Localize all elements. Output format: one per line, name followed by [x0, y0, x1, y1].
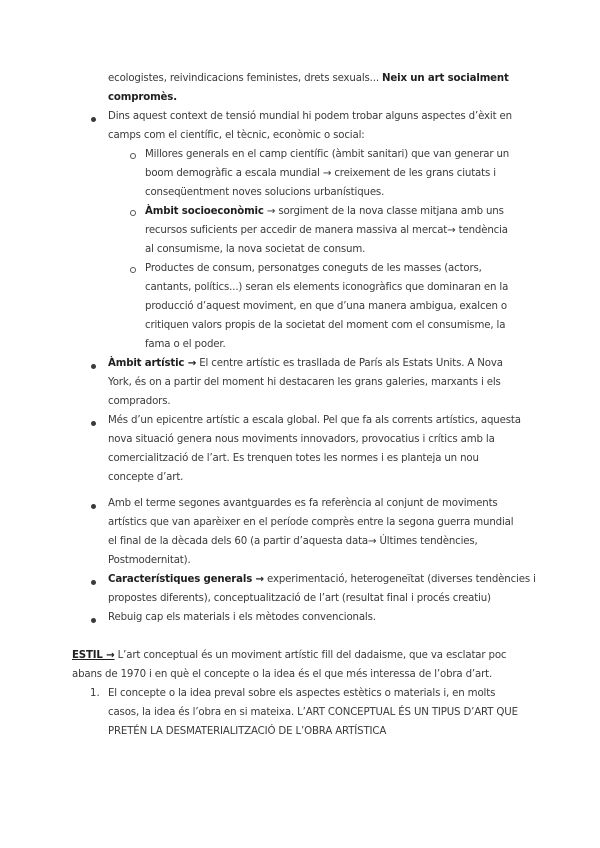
sub1-line-3: conseqüentment noves solucions urbanístiques.: [145, 187, 385, 198]
list-number: 1.: [90, 688, 100, 699]
avantguardes-line-1: Amb el terme segones avantguardes es fa referència al conjunt de moviments: [108, 498, 498, 509]
estil-text: L’art conceptual és un moviment artístic fill del dadaisme, que va esclatar poc: [114, 650, 507, 661]
circle-bullet-icon: [130, 267, 136, 273]
caracteristiques-bold: Característiques generals →: [108, 574, 264, 585]
point1-line-2: casos, la idea és l’obra en si mateixa. L’ART CONCEPTUAL ÉS UN TIPUS D’ART QUE: [108, 707, 518, 718]
sub2-line-3: al consumisme, la nova societat de consum.: [145, 244, 366, 255]
point1-line-3: PRETÉN LA DESMATERIALITZACIÓ DE L’OBRA ARTÍSTICA: [108, 726, 387, 737]
intro-bold: Neix un art socialment: [382, 73, 509, 84]
estil-line-1: [72, 649, 506, 663]
bullet-icon: [91, 580, 96, 585]
intro-line-1: [108, 72, 509, 86]
sub2-line-1: [145, 205, 504, 219]
epicentre-line-2: nova situació genera nous moviments innovadors, provocatius i crítics amb la: [108, 434, 495, 445]
circle-bullet-icon: [130, 210, 136, 216]
avantguardes-line-4: Postmodernitat).: [108, 555, 191, 566]
artistic-text: El centre artístic es trasllada de París als Estats Units. A Nova: [196, 358, 503, 369]
bullet-icon: [91, 117, 96, 122]
sub3-line-3: producció d’aquest moviment, en que d’una manera ambigua, exalcen o: [145, 301, 508, 312]
epicentre-line-4: concepte d’art.: [108, 472, 184, 483]
sub2-line-2: recursos suficients per accedir de manera massiva al mercat→ tendència: [145, 225, 508, 236]
sub3-line-2: cantants, polítics...) seran els elements iconogràfics que dominaran en la: [145, 282, 509, 293]
epicentre-line-3: comercialització de l’art. Es trenquen totes les normes i es planteja un nou: [108, 453, 479, 464]
bullet-icon: [91, 364, 96, 369]
artistic-bold: Àmbit artístic →: [108, 358, 197, 369]
rebuig-line-1: Rebuig cap els materials i els mètodes convencionals.: [108, 612, 376, 623]
estil-bold: ESTIL →: [72, 650, 115, 661]
intro-line-2: compromès.: [108, 92, 177, 103]
sub3-line-1: Productes de consum, personatges coneguts de les masses (actors,: [145, 263, 482, 274]
epicentre-line-1: Més d’un epicentre artístic a escala global. Pel que fa als corrents artístics, aquesta: [108, 415, 521, 426]
bullet-icon: [91, 421, 96, 426]
sub1-line-2: boom demogràfic a escala mundial → creixement de les grans ciutats i: [145, 168, 496, 179]
circle-bullet-icon: [130, 153, 136, 159]
sub1-line-1: Millores generals en el camp científic (àmbit sanitari) que van generar un: [145, 149, 510, 160]
sub2-bold: Àmbit socioeconòmic: [145, 206, 264, 217]
avantguardes-line-2: artístics que van aparèixer en el període comprès entre la segona guerra mundial: [108, 517, 514, 528]
artistic-line-3: compradors.: [108, 396, 171, 407]
context-line-1: Dins aquest context de tensió mundial hi podem trobar alguns aspectes d’èxit en: [108, 111, 512, 122]
caracteristiques-line-1: [108, 573, 536, 587]
caracteristiques-line-2: propostes diferents), conceptualització de l’art (resultat final i procés creatiu): [108, 593, 491, 604]
sub3-line-4: critiquen valors propis de la societat del moment com el consumisme, la: [145, 320, 506, 331]
context-line-2: camps com el científic, el tècnic, econòmic o social:: [108, 130, 365, 141]
sub3-line-5: fama o el poder.: [145, 339, 226, 350]
point1-line-1: El concepte o la idea preval sobre els aspectes estètics o materials i, en molts: [108, 688, 496, 699]
caracteristiques-text: experimentació, heterogeneïtat (diverses tendències i: [263, 574, 536, 585]
intro-text: ecologistes, reivindicacions feministes, drets sexuals...: [108, 73, 383, 84]
sub2-text: → sorgiment de la nova classe mitjana amb uns: [263, 206, 504, 217]
bullet-icon: [91, 504, 96, 509]
artistic-line-1: [108, 357, 503, 371]
bullet-icon: [91, 618, 96, 623]
estil-line-2: abans de 1970 i en què el concepte o la idea és el que més interessa de l’obra d’art.: [72, 669, 493, 680]
avantguardes-line-3: el final de la dècada dels 60 (a partir d’aquesta data→ Últimes tendències,: [108, 536, 478, 547]
artistic-line-2: York, és on a partir del moment hi destacaren les grans galeries, marxants i els: [108, 377, 501, 388]
